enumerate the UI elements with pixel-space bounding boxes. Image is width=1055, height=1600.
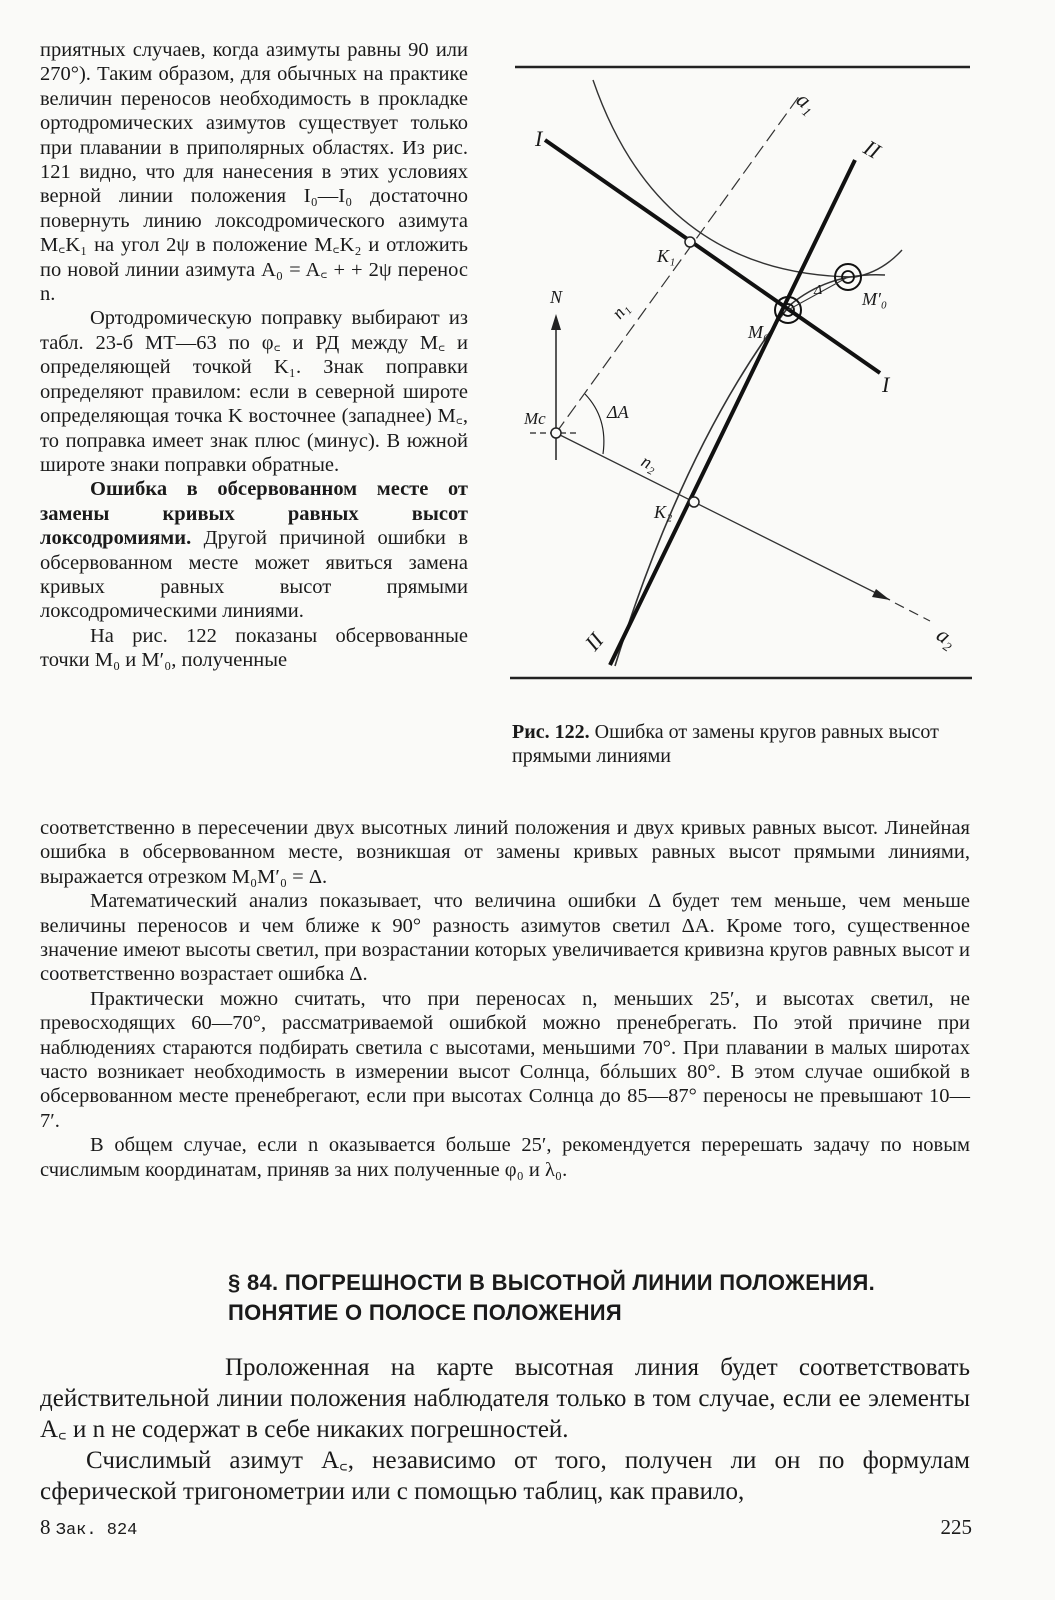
paragraph: Счислимый азимут A꜀, независимо от того, получен ли он по формулам сферической тригонометрии или с помощью таблиц, как правило, [40,1447,970,1505]
label-N: N [550,287,563,307]
order-number: Зак. 824 [55,1521,138,1540]
section-heading-line: ПОНЯТИЕ О ПОЛОСЕ ПОЛОЖЕНИЯ [228,1300,622,1325]
label-a2: a₂ [932,621,962,653]
point-K2 [689,497,699,507]
paragraph-text: Другой причиной ошибки в обсервованном месте может явиться замена кривых равных высот прямыми локсодромическими линиями. [40,527,468,623]
left-text-column [40,38,468,673]
label-M0: M₀ [748,322,770,342]
paragraph: Ортодромическую поправку выбирают из табл. 23-б МТ—63 по φ꜀ и РД между M꜀ и определяющей точкой K₁. Знак поправки определяют правилом: если в северной широте определяющая точка K восточнее (западнее) M꜀, то поправка имеет знак плюс (минус). В южной широте знаки поправки обратные. [40,307,468,476]
caption-number: Рис. 122. [512,721,590,743]
section-body [40,1352,970,1507]
sheet-number: 8 [40,1515,51,1539]
label-line-II-bottom: II [579,627,609,656]
label-M0prime: M′₀ [862,289,888,309]
figure-caption [512,720,970,768]
bold-lead-in: Ошибка в обсервованном месте от замены кривых равных высот локсодромиями. [40,478,468,550]
printer-mark [40,1515,137,1540]
label-K1: K₁ [657,246,676,266]
paragraph: Практически можно считать, что при переносах n, меньших 25′, и высотах светил, не превосходящих 60—70°, рассматриваемой ошибкой можно пренебрегать. По этой причине при наблюдениях стараются подбирать светила с высотами, меньшими 70°. При плавании в малых широтах часто возникает необходимость в измерении высот Солнца, бóльших 80°. В этом случае ошибкой в обсервованном месте пренебрегают, если при высотах Солнца до 85—87° переносы не превышают 10—7′. [40,987,970,1132]
section-heading-line: § 84. ПОГРЕШНОСТИ В ВЫСОТНОЙ ЛИНИИ ПОЛОЖЕНИЯ. [228,1270,876,1295]
a2-arrowhead [872,589,890,600]
equal-altitude-curve [593,80,902,277]
label-n1: n₁ [607,298,633,323]
azimuth-a2-dashed [895,603,930,621]
label-dA: ΔA [607,402,629,422]
paragraph: соответственно в пересечении двух высотных линий положения и двух кривых равных высот. Линейная ошибка в обсервованном месте, возникшая от замены кривых равных высот прямыми линиями, выражается отрезком M₀M′₀ = Δ. [40,817,970,888]
label-a1: a₁ [791,86,823,118]
azimuth-a2-line [556,433,890,600]
position-line-II [607,160,855,665]
caption-text: Ошибка от замены кругов равных высот прямыми линиями [512,721,939,767]
paragraph-with-lead [40,477,468,623]
position-line-I [545,140,880,373]
label-line-II-top: II [859,134,885,164]
label-n2: n₂ [638,450,661,476]
paragraph: На рис. 122 показаны обсервованные точки M₀ и M′₀, полученные [40,624,468,672]
label-delta: Δ [814,283,823,298]
page-number: 225 [940,1515,972,1539]
paragraph: Математический анализ показывает, что величина ошибки Δ будет тем меньше, чем меньше величины переносов и чем ближе к 90° разность азимутов светил ΔA. Кроме того, существенное значение имеют высоты светил, при возрастании которых увеличивается кривизна кругов равных высот и соответственно возрастает ошибка Δ. [40,890,970,986]
point-K1 [685,237,695,247]
page-footer [40,1515,972,1545]
label-K2: K₂ [654,502,673,522]
paragraph: приятных случаев, когда азимуты равны 90 или 270°). Таким образом, для обычных на практике величин переносов необходимость в прокладке ортодромических азимутов существует только при плавании в приполярных областях. Из рис. 121 видно, что для нанесения в этих условиях верной линии положения I₀—I₀ достаточно повернуть линию локсодромического азимута M꜀K₁ на угол 2ψ в положение M꜀K₂ и отложить по новой линии азимута A₀ = A꜀ + + 2ψ перенос n. [40,39,468,306]
paragraph: Проложенная на карте высотная линия будет соответствовать действительной линии положения наблюдателя только в том случае, если ее элементы A꜀ и n не содержат в себе никаких погрешностей. [40,1354,970,1443]
section-heading [228,1268,970,1328]
full-width-text [40,816,970,1182]
north-arrowhead [551,314,561,330]
angle-arc [585,394,604,454]
point-Mc [551,428,561,438]
label-Mc: Mc [524,409,546,428]
label-line-I-bottom: I [882,372,890,397]
label-line-I-top: I [535,126,543,151]
figure-122 [510,40,980,720]
paragraph: В общем случае, если n оказывается больше 25′, рекомендуется перерешать задачу по новым счислимым координатам, приняв за них полученные φ₀ и λ₀. [40,1134,970,1181]
figure-diagram [510,40,980,720]
